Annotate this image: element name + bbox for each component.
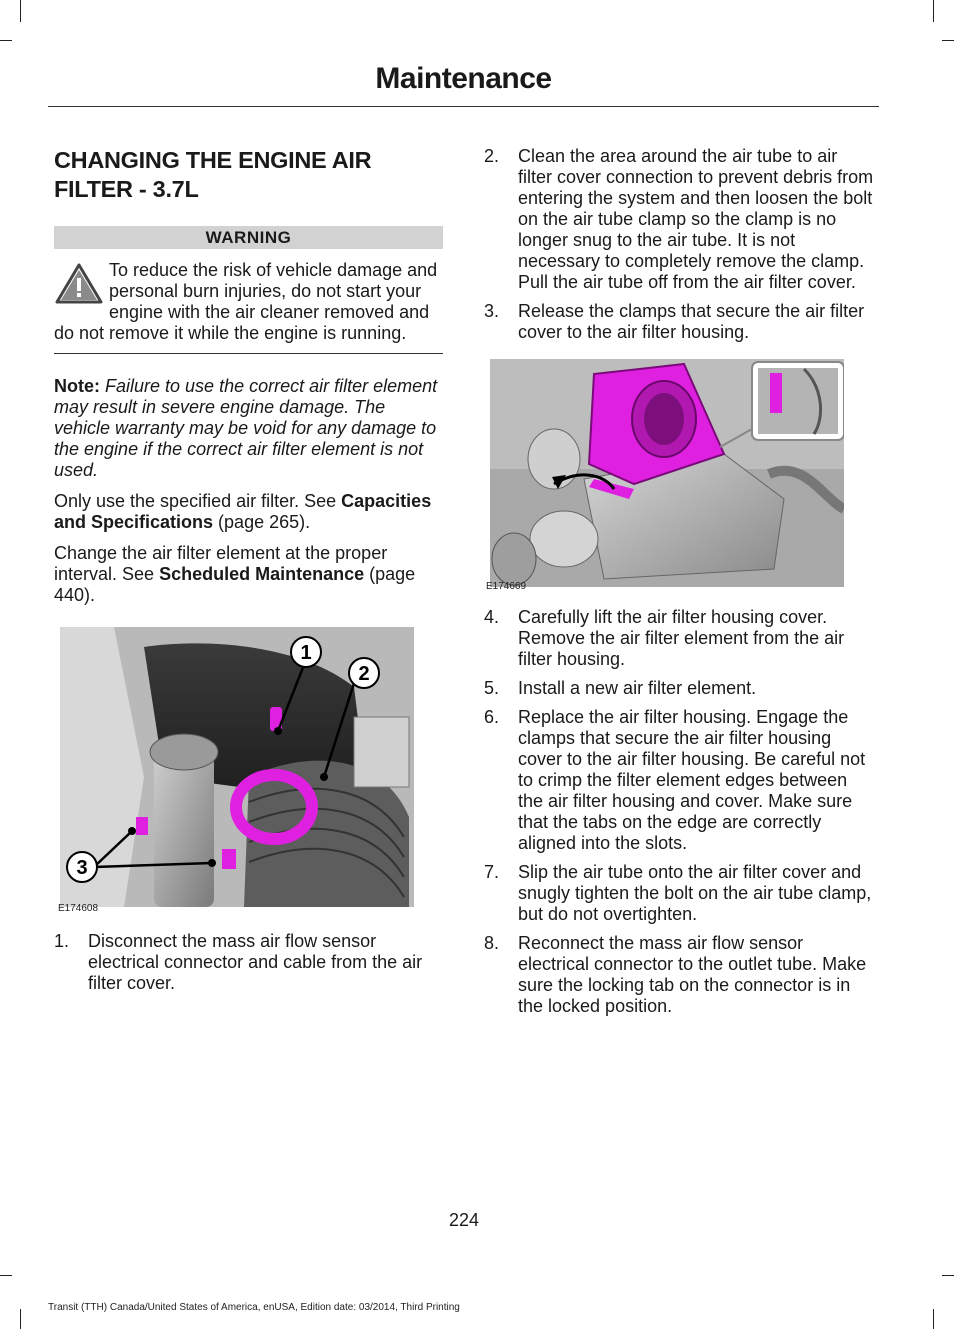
callout-1 — [291, 637, 321, 667]
step-text: Release the clamps that secure the air filter cover to the air filter housing. — [518, 301, 865, 342]
step-text: Replace the air filter housing. Engage the clamps that secure the air filter housing cover to the air filter housing. Be careful not to crimp the filter element edges between the air filter housing and cover. Make sure that the tabs on the edge are correctly aligned into the slots. — [518, 707, 866, 853]
crop-mark — [933, 0, 934, 22]
step-item — [484, 607, 876, 670]
step-item — [484, 707, 876, 854]
specified-filter-paragraph — [54, 491, 443, 533]
crop-mark — [942, 40, 954, 41]
step-item — [484, 933, 876, 1017]
step-text: Install a new air filter element. — [518, 678, 757, 698]
note-paragraph — [54, 376, 443, 481]
step-text: Slip the air tube onto the air filter cover and snugly tighten the bolt on the air tube clamp, but do not overtighten. — [518, 862, 872, 924]
step-item — [484, 678, 876, 699]
warning-label: WARNING — [54, 226, 443, 249]
crop-mark — [0, 40, 12, 41]
figure-id: E174669 — [486, 581, 527, 592]
step-text: Disconnect the mass air flow sensor electrical connector and cable from the air filter cover. — [88, 931, 423, 993]
warning-text: To reduce the risk of vehicle damage and personal burn injuries, do not start your engine with the air cleaner removed and do not remove it while the engine is running. — [54, 260, 438, 343]
interval-paragraph — [54, 543, 443, 606]
engine-illustration-1 — [54, 627, 414, 907]
crop-mark — [20, 1309, 21, 1329]
capacities-link[interactable]: Capacities and Specifications — [54, 491, 432, 532]
engine-figure-2 — [484, 359, 876, 593]
callout-3 — [67, 852, 97, 882]
warning-triangle-icon — [54, 262, 104, 306]
engine-illustration-2 — [484, 359, 844, 587]
svg-text:2: 2 — [358, 663, 370, 685]
page-title: Maintenance — [375, 62, 552, 95]
step-item — [484, 301, 876, 343]
step-number: 5. — [484, 678, 500, 698]
scheduled-maintenance-link[interactable]: Scheduled Maintenance — [159, 564, 365, 584]
para-text: Change the air filter element at the proper interval. See — [54, 543, 388, 584]
right-column — [484, 146, 876, 1025]
steps-list-right-b — [484, 607, 876, 1017]
steps-list-right-a — [484, 146, 876, 343]
step-number: 1. — [54, 931, 70, 951]
engine-figure-1 — [54, 627, 443, 915]
step-number: 7. — [484, 862, 500, 882]
step-number: 6. — [484, 707, 500, 727]
step-item — [54, 931, 443, 994]
step-number: 3. — [484, 301, 500, 321]
step-number: 8. — [484, 933, 500, 953]
step-text: Clean the area around the air tube to air filter cover connection to prevent debris from entering the system and then loosen the bolt on the air tube clamp so the clamp is no longer snug to the air tube. It is not necessary to completely remove the clamp. Pull the air tube off from the air filter cover. — [518, 146, 874, 292]
crop-mark — [20, 0, 21, 22]
step-item — [484, 862, 876, 925]
footer-text: Transit (TTH) Canada/United States of America, enUSA, Edition date: 03/2014, Third Printing — [48, 1302, 460, 1313]
page-header — [48, 60, 879, 107]
step-number: 2. — [484, 146, 500, 166]
para-text: (page 440). — [54, 564, 416, 605]
step-text: Reconnect the mass air flow sensor electrical connector to the outlet tube. Make sure the locking tab on the connector is in the locked position. — [518, 933, 867, 1016]
svg-text:1: 1 — [300, 642, 312, 664]
note-text: Failure to use the correct air filter element may result in severe engine damage. The vehicle warranty may be void for any damage to the engine if the correct air filter element is not used. — [54, 376, 438, 480]
step-number: 4. — [484, 607, 500, 627]
svg-text:3: 3 — [76, 857, 88, 879]
para-text: (page 265). — [213, 512, 311, 532]
step-text: Carefully lift the air filter housing cover. Remove the air filter element from the air filter housing. — [518, 607, 845, 669]
crop-mark — [0, 1275, 12, 1276]
figure-id: E174608 — [58, 903, 99, 914]
note-label: Note: — [54, 376, 100, 396]
step-item — [484, 146, 876, 293]
crop-mark — [933, 1309, 934, 1329]
steps-list-left — [54, 931, 443, 994]
page-number: 224 — [448, 1210, 480, 1230]
para-text: Only use the specified air filter. See — [54, 491, 342, 511]
callout-2 — [349, 658, 379, 688]
crop-mark — [942, 1275, 954, 1276]
section-title: CHANGING THE ENGINE AIR FILTER - 3.7L — [54, 147, 372, 202]
warning-box — [54, 249, 443, 354]
left-column — [54, 146, 443, 1002]
